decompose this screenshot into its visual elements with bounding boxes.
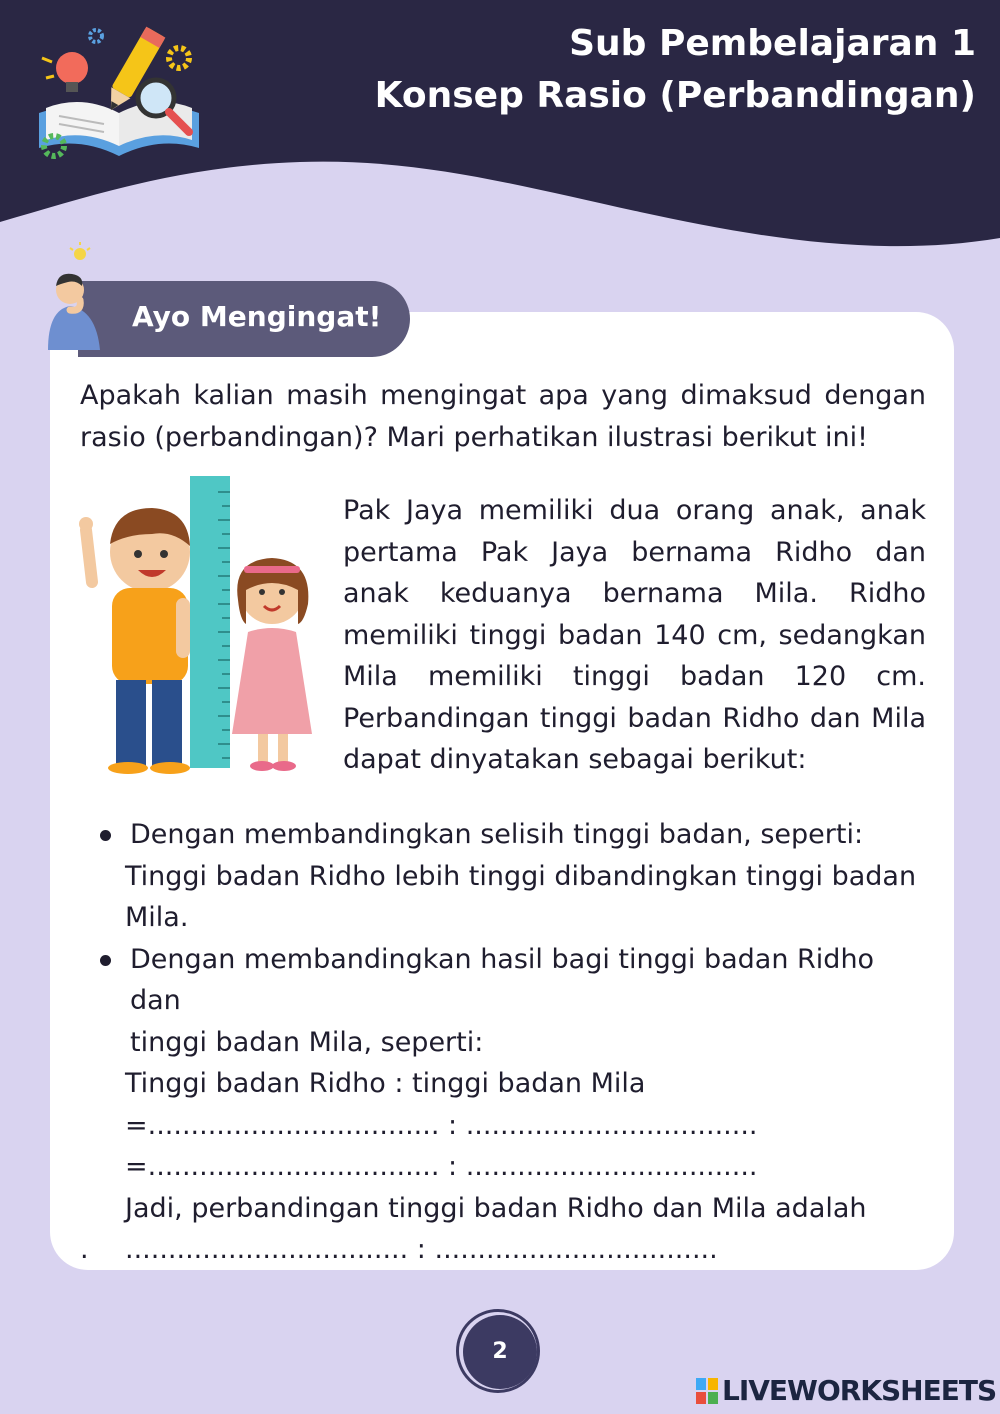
answer-fill-line[interactable]: ................................. : ................................. [125, 1234, 718, 1265]
brand-logo [696, 1374, 996, 1407]
ratio-fill-line-1[interactable]: =.................................. : .................................. [125, 1109, 758, 1141]
ratio-fill-line-2[interactable]: =.................................. : .................................. [125, 1151, 758, 1182]
bullet-dot [100, 955, 111, 966]
bullet-2-text-line1: Dengan membandingkan hasil bagi tinggi badan Ridho dan [130, 943, 875, 1016]
bullet-1-text: Dengan membandingkan selisih tinggi badan, seperti: [130, 819, 864, 850]
bullet-dot [100, 830, 111, 841]
conclusion-text: Jadi, perbandingan tinggi badan Ridho dan Mila adalah [125, 1192, 867, 1224]
book-pencil-magnifier-illustration [24, 18, 214, 168]
page-number: 2 [463, 1315, 537, 1389]
stray-dot: . [80, 1234, 89, 1265]
page-title [375, 18, 976, 122]
intro-paragraph: Apakah kalian masih mengingat apa yang dimaksud dengan rasio (perbandingan)? Mari perhatikan ilustrasi berikut ini! [80, 380, 926, 453]
bullet-item-quotient [95, 939, 927, 1064]
bullet-1-detail: Tinggi badan Ridho lebih tinggi dibandingkan tinggi badan Mila. [125, 860, 917, 933]
section-label: Ayo Mengingat! [132, 300, 382, 333]
story-paragraph: Pak Jaya memiliki dua orang anak, anak pertama Pak Jaya bernama Ridho dan anak keduanya bernama Mila. Ridho memiliki tinggi badan 140 cm, sedangkan Mila memiliki tinggi badan 120 cm. Perbandingan tinggi badan Ridho dan Mila dapat dinyatakan sebagai berikut: [343, 495, 926, 775]
title-line-2: Konsep Rasio (Perbandingan) [374, 75, 976, 116]
bullet-item-difference [95, 814, 927, 856]
bullet-list [80, 814, 927, 1271]
title-line-1: Sub Pembelajaran 1 [569, 23, 976, 64]
ratio-label: Tinggi badan Ridho : tinggi badan Mila [125, 1068, 646, 1099]
brand-text: LIVEWORKSHEETS [722, 1374, 997, 1407]
thinking-boy-illustration [40, 240, 120, 360]
answer-row [80, 1229, 927, 1271]
liveworksheets-logo-icon [696, 1378, 718, 1404]
children-height-ruler-illustration [72, 472, 322, 777]
bullet-2-text-line2: tinggi badan Mila, seperti: [130, 1026, 484, 1058]
